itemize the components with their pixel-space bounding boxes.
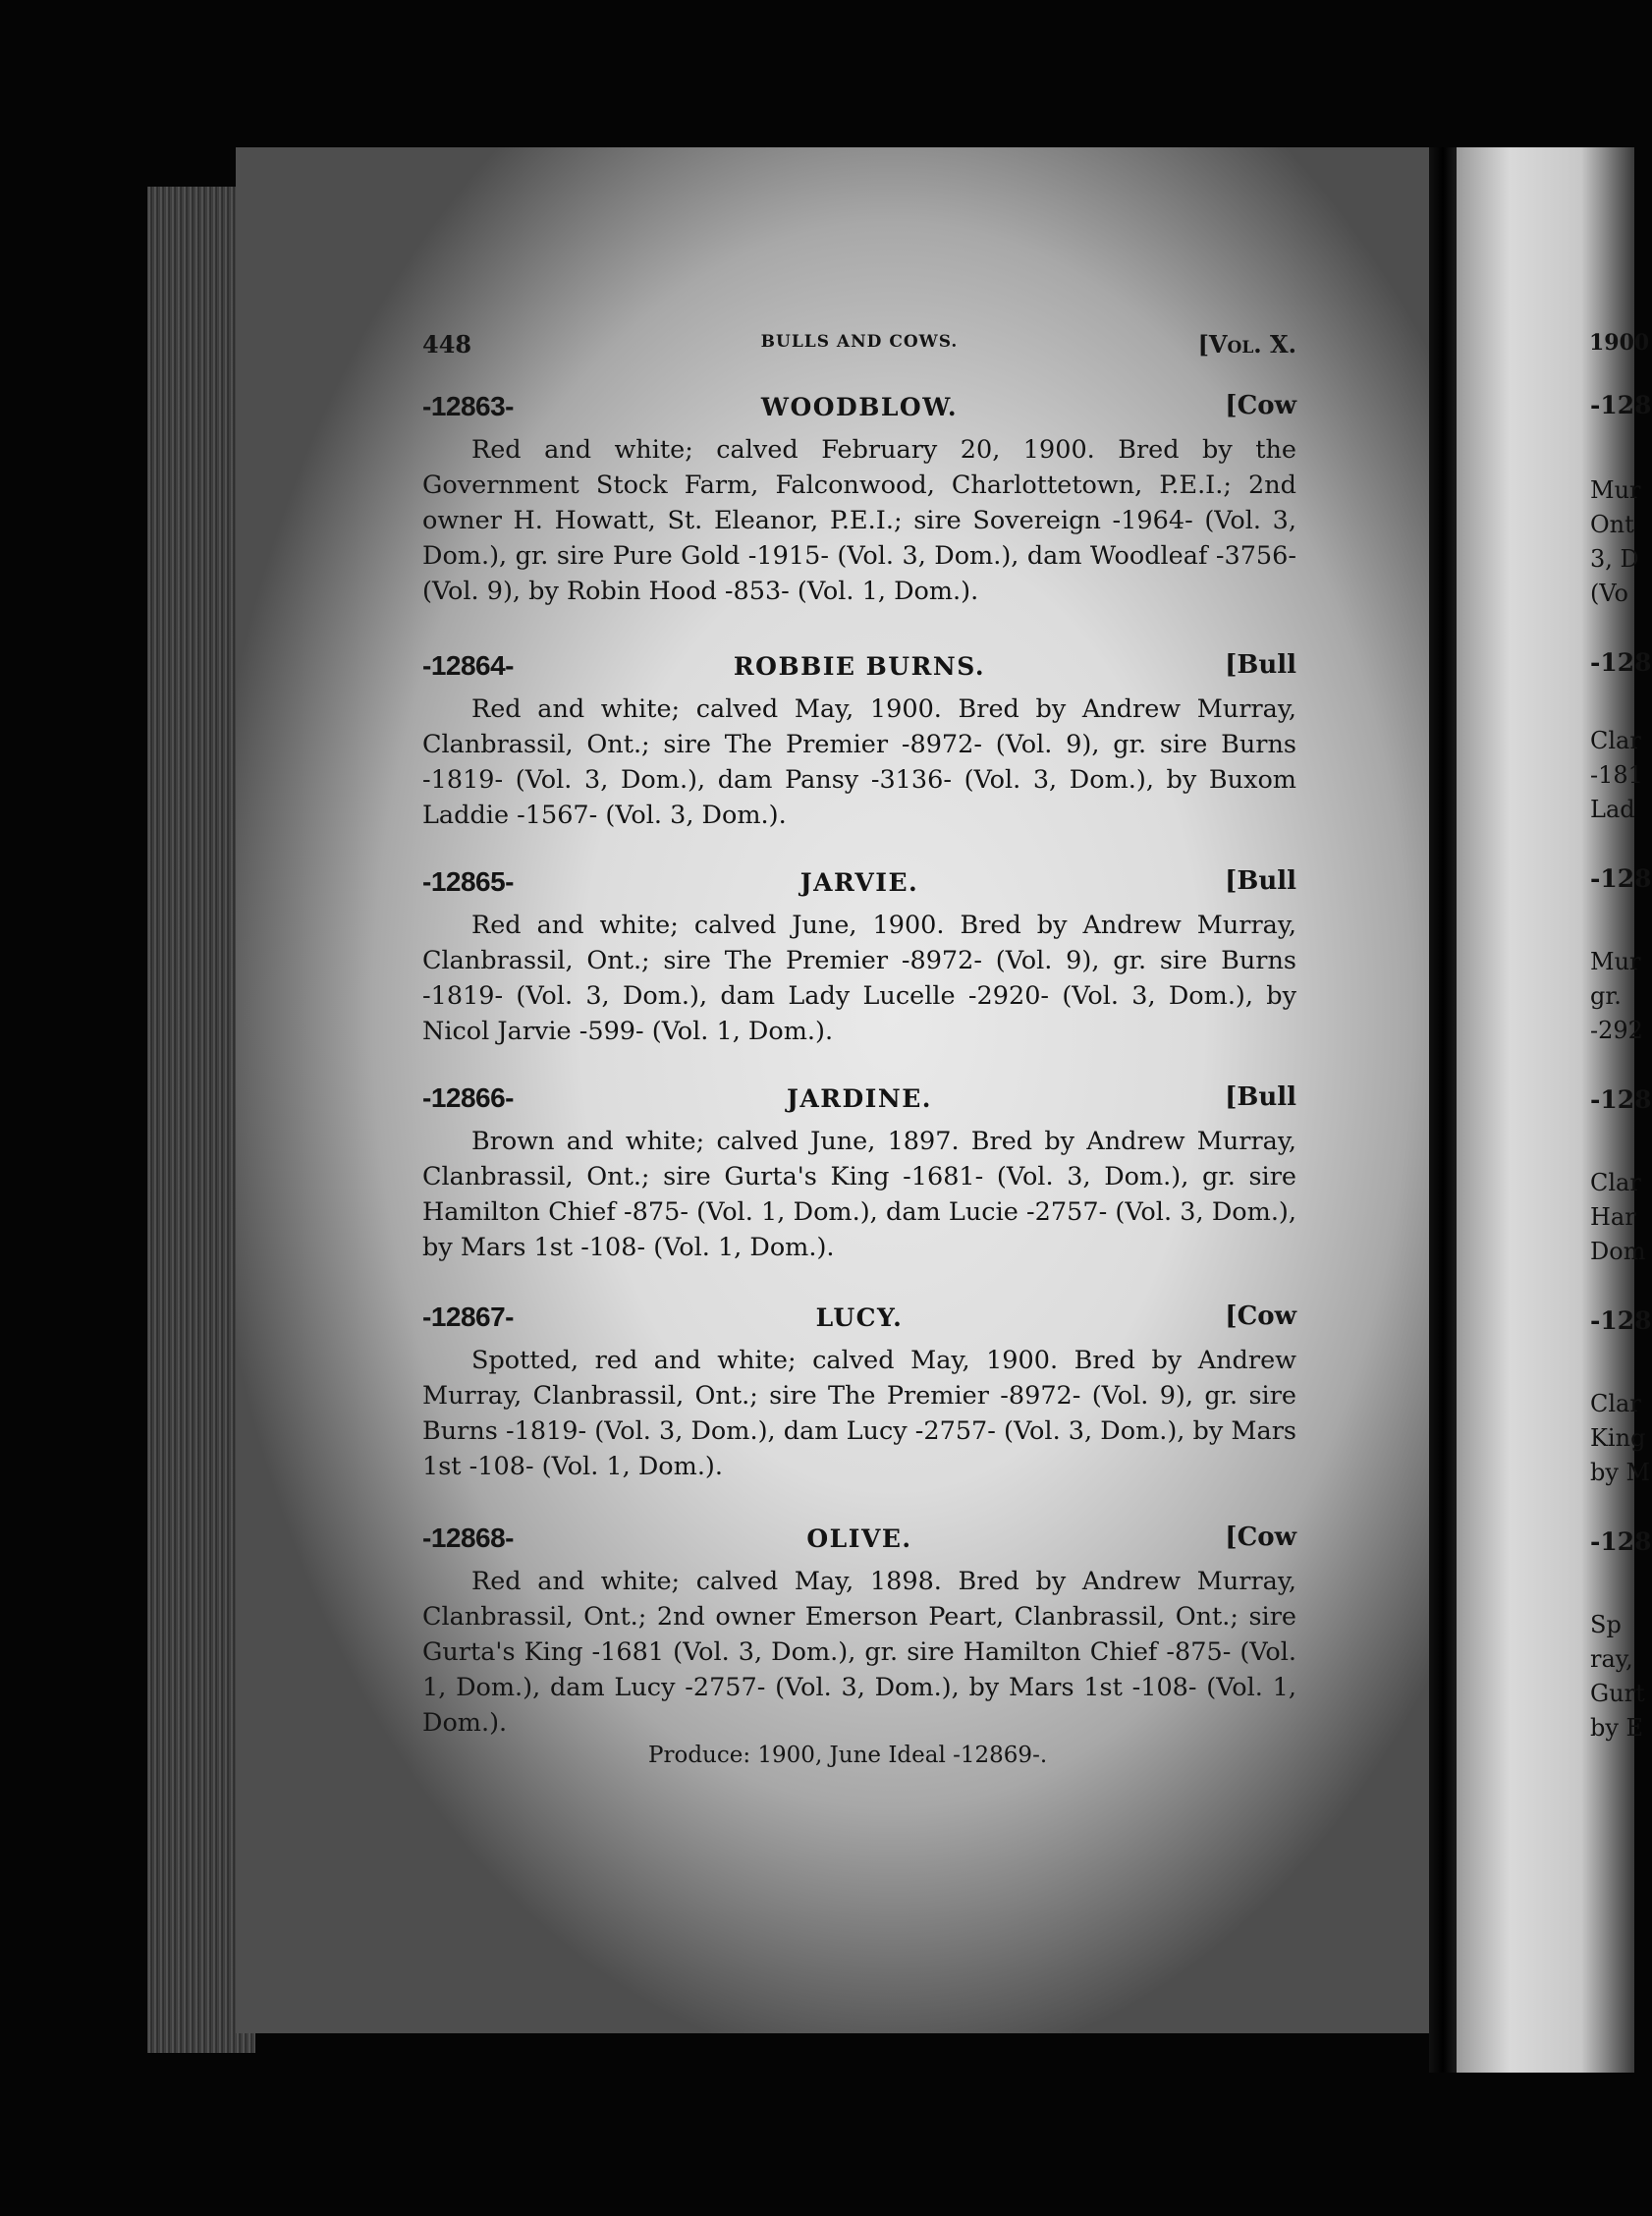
running-head [422,330,1296,360]
page-number: 448 [422,330,472,359]
adjacent-fragment: 1900 [1589,330,1650,356]
entry-name: ROBBIE BURNS. [733,652,986,681]
adjacent-fragment: -292 [1590,1017,1643,1044]
entry-text: Brown and white; calved June, 1897. Bred by Andrew Murray, Clanbrassil, Ont.; sire Gurta's King -1681- (Vol. 3, Dom.), gr. sire Hamilton Chief -875- (Vol. 1, Dom.), dam Lucie -2757- (Vol. 3, Dom.), by Mars 1st -108- (Vol. 1, Dom.). [422,1127,1296,1262]
entry-sex: [Bull [1225,1082,1296,1112]
entry-header [422,1082,1296,1120]
adjacent-fragment: King [1590,1424,1646,1452]
entry-sex: [Cow [1225,1302,1296,1331]
adjacent-fragment: Gurt [1590,1680,1645,1707]
entry-header [422,650,1296,688]
adjacent-page [1457,147,1652,2073]
pedigree-entry [422,866,1296,1049]
adjacent-fragment: Lad [1590,796,1635,823]
adjacent-fragment: (Vo [1590,580,1628,607]
adjacent-fragment: -128 [1590,1527,1652,1556]
entry-number: -12866- [422,1082,515,1113]
pedigree-entry [422,1523,1296,1768]
running-head-title: BULLS AND COWS. [760,332,959,352]
adjacent-fragment: Dom [1590,1238,1646,1265]
entry-sex: [Bull [1225,866,1296,896]
entry-number: -12865- [422,866,515,897]
pedigree-entry [422,650,1296,833]
entry-text: Red and white; calved June, 1900. Bred by Andrew Murray, Clanbrassil, Ont.; sire The Premier -8972- (Vol. 9), gr. sire Burns -1819- (Vol. 3, Dom.), dam Lady Lucelle -2920- (Vol. 3, Dom.), by Nicol Jarvie -599- (Vol. 1, Dom.). [422,911,1296,1046]
entry-sex: [Cow [1225,391,1296,420]
entry-number: -12864- [422,650,515,681]
adjacent-fragment: -128 [1590,648,1652,677]
entry-name: JARDINE. [787,1084,932,1113]
entry-number: -12863- [422,391,515,421]
adjacent-fragment: ray, [1590,1645,1633,1673]
entry-header [422,1302,1296,1339]
adjacent-fragment: Mur [1590,476,1641,504]
adjacent-fragment: Ont [1590,511,1634,538]
adjacent-fragment: -128 [1590,1306,1652,1335]
adjacent-fragment: gr. [1590,982,1622,1010]
entry-header [422,391,1296,428]
adjacent-fragment: Mur [1590,948,1641,975]
entry-name: LUCY. [815,1303,904,1332]
entry-text: Red and white; calved May, 1898. Bred by Andrew Murray, Clanbrassil, Ont.; 2nd owner Emerson Peart, Clanbrassil, Ont.; sire Gurta's King -1681 (Vol. 3, Dom.), gr. sire Hamilton Chief -875- (Vol. 1, Dom.), dam Lucy -2757- (Vol. 3, Dom.), by Mars 1st -108- (Vol. 1, Dom.). [422,1567,1296,1738]
adjacent-fragment: Clar [1590,1390,1641,1417]
entry-number: -12867- [422,1302,515,1332]
entry-name: JARVIE. [799,868,919,897]
adjacent-fragment: Clar [1590,727,1641,754]
entry-number: -12868- [422,1523,515,1553]
book-gutter [1429,147,1457,2073]
entry-text: Spotted, red and white; calved May, 1900. Bred by Andrew Murray, Clanbrassil, Ont.; sire The Premier -8972- (Vol. 9), gr. sire Burns -1819- (Vol. 3, Dom.), dam Lucy -2757- (Vol. 3, Dom.), by Mars 1st -108- (Vol. 1, Dom.). [422,1346,1296,1481]
entry-header [422,1523,1296,1560]
adjacent-fragment: Clar [1590,1169,1641,1196]
adjacent-fragment: -128 [1590,1085,1652,1114]
pedigree-entry [422,1082,1296,1265]
adjacent-fragment: 3, D [1590,545,1639,573]
entry-header [422,866,1296,904]
adjacent-fragment: by M [1590,1459,1651,1486]
pedigree-entry [422,391,1296,609]
pedigree-entry [422,1302,1296,1484]
adjacent-fragment: Sp [1590,1611,1622,1638]
produce-note: Produce: 1900, June Ideal -12869-. [648,1743,1048,1768]
entry-text: Red and white; calved February 20, 1900. Bred by the Government Stock Farm, Falconwood, Charlottetown, P.E.I.; 2nd owner H. Howatt, St. Eleanor, P.E.I.; sire Sovereign -1964- (Vol. 3, Dom.), gr. sire Pure Gold -1915- (Vol. 3, Dom.), dam Woodleaf -3756- (Vol. 9), by Robin Hood -853- (Vol. 1, Dom.). [422,435,1296,606]
adjacent-fragment: -181 [1590,761,1643,789]
adjacent-fragment: Har [1590,1203,1636,1231]
adjacent-fragment: -128 [1590,391,1652,419]
book-page [236,147,1429,2033]
entry-sex: [Bull [1225,650,1296,680]
entry-name: OLIVE. [806,1524,912,1553]
entry-sex: [Cow [1225,1523,1296,1552]
adjacent-fragment: -128 [1590,864,1652,893]
entry-name: WOODBLOW. [760,393,959,421]
volume-label: [Vol. X. [1197,330,1296,359]
adjacent-fragment: by E [1590,1714,1644,1742]
entry-text: Red and white; calved May, 1900. Bred by Andrew Murray, Clanbrassil, Ont.; sire The Premier -8972- (Vol. 9), gr. sire Burns -1819- (Vol. 3, Dom.), dam Pansy -3136- (Vol. 3, Dom.), by Buxom Laddie -1567- (Vol. 3, Dom.). [422,694,1296,830]
